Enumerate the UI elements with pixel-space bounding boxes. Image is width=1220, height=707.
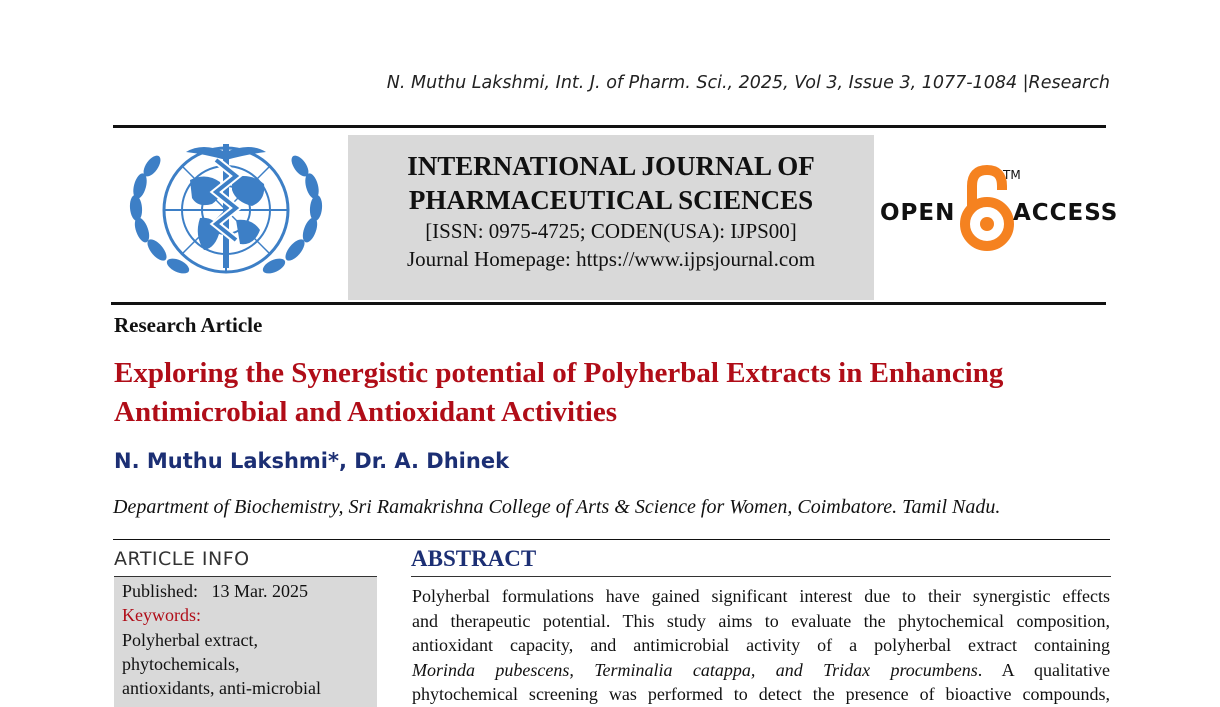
abstract-heading: ABSTRACT: [411, 546, 537, 571]
abstract-line: Polyherbal formulations have gained significant interest due to their synergistic effects: [412, 586, 1110, 606]
article-info-heading: ARTICLE INFO: [114, 548, 250, 570]
abstract-line: antioxidant capacity, and antimicrobial activity of a polyherbal extract containing: [412, 635, 1110, 655]
abstract-species-names: Morinda pubescens, Terminalia catappa, and Tridax procumbens: [412, 659, 978, 680]
journal-issn: [ISSN: 0975-4725; CODEN(USA): IJPS00]: [425, 219, 797, 243]
affiliation-rule: [113, 539, 1110, 540]
open-access-word-access: ACCESS: [1013, 200, 1119, 226]
abstract-line: phytochemical screening was performed to detect the presence of bioactive compounds,: [412, 684, 1110, 704]
keywords-label: Keywords:: [122, 605, 201, 625]
published-label: Published:: [122, 581, 199, 601]
open-access-word-open: OPEN: [880, 200, 956, 226]
article-type-label: Research Article: [114, 313, 263, 337]
published-row: [122, 581, 308, 602]
journal-name-line1: INTERNATIONAL JOURNAL OF: [407, 151, 815, 181]
open-access-badge: [880, 162, 1119, 252]
top-rule: [113, 125, 1106, 128]
journal-homepage: Journal Homepage: https://www.ijpsjournal.com: [406, 247, 816, 271]
published-date: 13 Mar. 2025: [211, 581, 309, 601]
article-authors[interactable]: N. Muthu Lakshmi*, Dr. A. Dhinek: [114, 449, 510, 473]
journal-banner: [348, 135, 874, 300]
abstract-rule: [411, 576, 1111, 577]
keyword-line: phytochemicals,: [122, 654, 240, 674]
keyword-line: Polyherbal extract,: [122, 630, 258, 650]
open-access-tm: TM: [1003, 168, 1021, 182]
journal-emblem-logo: [128, 138, 324, 282]
keyword-line: antioxidants, anti-microbial: [122, 678, 321, 698]
author-affiliation: Department of Biochemistry, Sri Ramakrishna College of Arts & Science for Women, Coimbatore. Tamil Nadu.: [113, 496, 1001, 518]
abstract-line: [412, 658, 1110, 683]
citation-header: N. Muthu Lakshmi, Int. J. of Pharm. Sci., 2025, Vol 3, Issue 3, 1077-1084 |Research: [386, 73, 1110, 93]
banner-bottom-rule: [111, 302, 1106, 305]
article-title: Exploring the Synergistic potential of Polyherbal Extracts in Enhancing Antimicrobial and Antioxidant Activities: [114, 357, 1004, 428]
abstract-line: and therapeutic potential. This study aims to evaluate the phytochemical composition,: [412, 610, 1110, 631]
journal-name-line2: PHARMACEUTICAL SCIENCES: [408, 185, 814, 215]
article-info-box: [114, 577, 377, 707]
abstract-body: [412, 584, 1110, 707]
abstract-line-rest: . A qualitative: [977, 659, 1110, 680]
